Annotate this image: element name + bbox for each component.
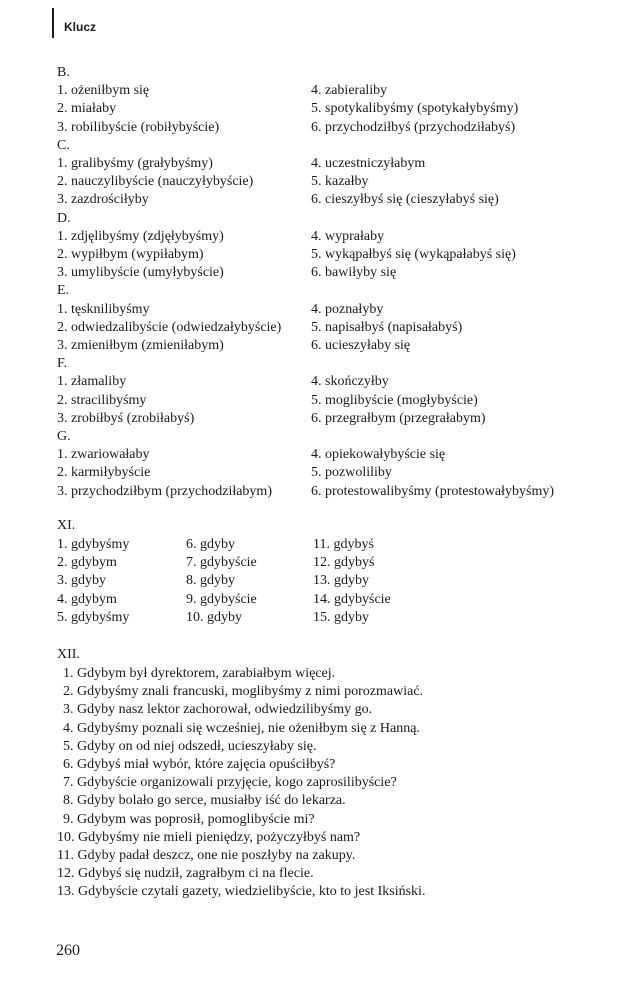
sentence-item: 1. Gdybym był dyrektorem, zarabiałbym więcej. [63,666,336,681]
answer-item: 1. ożeniłbym się [57,83,150,99]
sentence-item: 8. Gdyby bolało go serce, musiałby iść do lekarza. [63,793,346,809]
answer-item: 10. gdyby [186,609,242,625]
sentence-item: 5. Gdyby on od niej odszedł, ucieszyłaby się. [63,738,317,754]
answer-item: 5. pozwoliliby [311,465,392,481]
answer-item: 2. gdybym [57,555,117,571]
section-heading-xii: XII. [57,647,80,662]
header-title: Klucz [64,20,97,34]
answer-item: 3. gdyby [57,573,106,589]
answer-item: 2. miałaby [57,101,117,117]
answer-item: 1. gralibyśmy (grałybyśmy) [57,156,213,171]
section-letter: D. [57,210,71,226]
answer-item: 2. odwiedzalibyście (odwiedzałybyście) [57,319,282,335]
header-rule [52,8,54,38]
answer-item: 11. gdybyś [313,537,374,552]
answer-item: 5. moglibyście (mogłybyście) [311,392,478,408]
answer-item: 2. wypiłbym (wypiłabym) [57,247,204,262]
section-letter: C. [57,137,70,153]
answer-item: 5. napisałbyś (napisałabyś) [311,319,463,335]
page-number: 260 [56,942,80,959]
answer-item: 4. opiekowałybyście się [311,447,446,463]
answer-item: 6. ucieszyłaby się [311,338,411,353]
answer-item: 3. zrobiłbyś (zrobiłabyś) [57,410,195,426]
answer-item: 1. tęsknilibyśmy [57,301,150,317]
sentence-item: 2. Gdybyśmy znali francuski, moglibyśmy z nimi porozmawiać. [63,684,424,700]
answer-item: 2. stracilibyśmy [57,392,147,408]
answer-item: 4. wyprałaby [311,228,385,244]
answer-item: 5. wykąpałbyś się (wykąpałabyś się) [311,247,516,262]
answer-item: 6. protestowalibyśmy (protestowałybyśmy) [311,483,555,499]
answer-item: 5. gdybyśmy [57,609,130,625]
answer-item: 6. przychodziłbyś (przychodziłabyś) [311,119,516,135]
answer-item: 1. gdybyśmy [57,537,130,552]
sentence-item: 10. Gdybyśmy nie mieli pieniędzy, pożyczyłbyś nam? [57,829,361,845]
answer-item: 15. gdyby [313,609,369,625]
section-letter: F. [57,356,68,372]
answer-item: 6. przegrałbym (przegrałabym) [311,410,486,426]
sentence-item: 3. Gdyby nasz lektor zachorował, odwiedzilibyśmy go. [63,702,373,718]
answer-item: 3. robilibyście (robiłybyście) [57,119,220,135]
answer-item: 4. gdybym [57,591,117,607]
answer-item: 3. umylibyście (umyłybyście) [57,265,224,281]
answer-item: 1. złamaliby [57,374,127,390]
answer-item: 5. kazałby [311,174,369,190]
answer-item: 3. przychodziłbym (przychodziłabym) [57,483,272,499]
section-letter: E. [57,283,70,299]
answer-item: 9. gdybyście [186,591,257,607]
answer-item: 8. gdyby [186,573,235,589]
answer-item: 6. gdyby [186,537,235,552]
answer-item: 12. gdybyś [313,555,375,571]
answer-item: 4. skończyłby [311,374,389,390]
section-letter: G. [57,429,71,444]
answer-item: 5. spotykalibyśmy (spotykałybyśmy) [311,101,519,117]
answer-item: 4. uczestniczyłabym [311,156,426,171]
sentence-item: 6. Gdybyś miał wybór, które zajęcia opuściłbyś? [63,757,336,772]
answer-item: 7. gdybyście [186,555,257,571]
sentence-item: 11. Gdyby padał deszcz, one nie poszłyby na zakupy. [57,848,356,863]
sentence-item: 13. Gdybyście czytali gazety, wiedzielibyście, kto to jest Iksiński. [57,884,426,900]
answer-item: 4. zabieraliby [311,83,388,99]
section-letter: B. [57,65,70,80]
section-heading-xi: XI. [57,518,76,533]
answer-item: 13. gdyby [313,573,369,589]
answer-item: 3. zmieniłbym (zmieniłabym) [57,338,224,353]
sentence-item: 7. Gdybyście organizowali przyjęcie, kogo zaprosilibyście? [63,775,397,791]
answer-item: 2. nauczylibyście (nauczyłybyście) [57,174,254,190]
answer-item: 2. karmiłybyście [57,465,151,481]
answer-item: 6. bawiłyby się [311,265,397,281]
sentence-item: 9. Gdybym was poprosił, pomoglibyście mi? [63,811,315,827]
answer-item: 1. zdjęlibyśmy (zdjęłybyśmy) [57,228,224,244]
answer-item: 3. zazdrościłyby [57,192,149,208]
answer-item: 1. zwariowałaby [57,447,150,463]
answer-item: 14. gdybyście [313,591,391,607]
sentence-item: 12. Gdybyś się nudził, zagrałbym ci na flecie. [57,866,314,882]
answer-item: 4. poznałyby [311,301,384,317]
sentence-item: 4. Gdybyśmy poznali się wcześniej, nie ożeniłbym się z Hanną. [63,720,420,736]
answer-item: 6. cieszyłbyś się (cieszyłabyś się) [311,192,499,208]
